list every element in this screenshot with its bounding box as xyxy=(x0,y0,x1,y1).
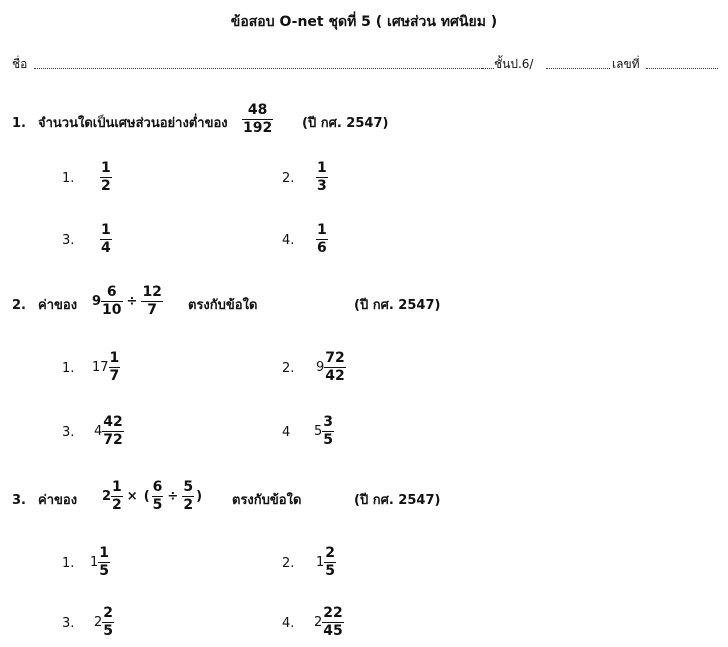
option-whole: 1 xyxy=(316,555,325,570)
expr-denominator: 7 xyxy=(141,301,162,319)
option-numerator: 1 xyxy=(317,222,327,238)
option-value xyxy=(316,545,336,580)
divide-symbol: ÷ xyxy=(167,489,179,504)
option-whole: 1 xyxy=(90,555,99,570)
option-value xyxy=(94,414,124,449)
option-whole: 9 xyxy=(316,360,325,375)
expr-denominator: 10 xyxy=(102,302,122,318)
option-denominator: 5 xyxy=(103,623,114,639)
option-value xyxy=(314,414,334,449)
option-denominator: 5 xyxy=(323,432,334,448)
option-denominator: 2 xyxy=(101,178,111,194)
option-label: 2. xyxy=(282,556,295,571)
option-denominator: 4 xyxy=(101,240,111,256)
option-numerator: 1 xyxy=(101,160,111,176)
class-blank[interactable] xyxy=(546,68,610,69)
option-denominator: 6 xyxy=(317,240,327,256)
option-numerator: 1 xyxy=(317,160,327,176)
option-value xyxy=(314,605,344,640)
option-label: 2. xyxy=(282,361,295,376)
question-expression xyxy=(92,284,163,319)
option-numerator: 72 xyxy=(325,350,345,366)
expr-numerator: 1 xyxy=(112,479,122,495)
question-text: ค่าของ xyxy=(38,493,78,508)
option-label: 1. xyxy=(62,556,75,571)
option-numerator: 1 xyxy=(101,222,111,238)
option-denominator: 5 xyxy=(325,563,336,579)
question-text: ค่าของ xyxy=(38,298,78,313)
option-label: 1. xyxy=(62,361,75,376)
option-value xyxy=(100,160,112,195)
option-whole: 2 xyxy=(314,615,323,630)
option-value xyxy=(316,222,328,257)
expr-denominator: 2 xyxy=(183,497,194,513)
expr-whole: 9 xyxy=(92,294,102,309)
option-label: 3. xyxy=(62,616,75,631)
option-denominator: 3 xyxy=(317,178,327,194)
question-suffix: ตรงกับข้อใด xyxy=(232,493,302,508)
option-label: 1. xyxy=(62,171,75,186)
option-numerator: 1 xyxy=(109,350,120,366)
name-blank-end xyxy=(482,68,494,69)
multiply-symbol: × xyxy=(126,489,138,504)
number-label: เลขที่ xyxy=(612,57,640,71)
expr-denominator: 5 xyxy=(152,497,163,513)
left-paren: ( xyxy=(143,489,150,504)
question-1 xyxy=(12,102,712,156)
question-year: (ปี กศ. 2547) xyxy=(354,493,441,508)
option-whole: 2 xyxy=(94,615,103,630)
option-whole: 5 xyxy=(314,424,323,439)
option-label: 4 xyxy=(282,425,291,440)
number-blank[interactable] xyxy=(646,68,718,69)
option-label: 3. xyxy=(62,425,75,440)
page-title: ข้อสอบ O-net ชุดที่ 5 ( เศษส่วน ทศนิยม ) xyxy=(230,14,498,30)
option-denominator: 45 xyxy=(323,623,343,639)
class-label: ชั้นป.6/ xyxy=(494,57,534,71)
question-fraction xyxy=(242,102,273,137)
option-label: 2. xyxy=(282,171,295,186)
question-year: (ปี กศ. 2547) xyxy=(302,116,389,131)
right-paren: ) xyxy=(196,489,203,504)
option-value xyxy=(316,350,346,385)
question-3 xyxy=(12,479,712,533)
option-denominator: 72 xyxy=(103,432,123,448)
option-label: 3. xyxy=(62,233,75,248)
option-numerator: 2 xyxy=(103,605,114,621)
question-suffix: ตรงกับข้อใด xyxy=(188,298,258,313)
option-numerator: 22 xyxy=(323,605,343,621)
expr-whole: 2 xyxy=(102,489,112,504)
fraction-denominator: 192 xyxy=(243,120,273,136)
option-label: 4. xyxy=(282,616,295,631)
option-value xyxy=(92,350,120,385)
option-value xyxy=(90,545,110,580)
expr-numerator: 5 xyxy=(183,479,194,495)
option-value xyxy=(94,605,114,640)
option-denominator: 5 xyxy=(99,563,110,579)
expr-numerator: 6 xyxy=(152,479,163,495)
option-value xyxy=(316,160,328,195)
question-expression xyxy=(102,479,204,514)
option-denominator: 42 xyxy=(325,368,345,384)
question-number: 1. xyxy=(12,116,26,131)
option-numerator: 3 xyxy=(323,414,334,430)
expr-numerator: 6 xyxy=(106,284,117,300)
expr-denominator: 2 xyxy=(112,497,122,513)
question-2 xyxy=(12,284,712,338)
fraction-numerator: 48 xyxy=(247,102,268,118)
option-value xyxy=(100,222,112,257)
student-info-line xyxy=(12,55,718,75)
question-number: 2. xyxy=(12,298,26,313)
option-numerator: 2 xyxy=(325,545,336,561)
option-numerator: 42 xyxy=(103,414,123,430)
option-whole: 4 xyxy=(94,424,103,439)
question-number: 3. xyxy=(12,493,26,508)
name-blank[interactable] xyxy=(34,68,486,69)
name-label: ชื่อ xyxy=(12,57,28,71)
expr-numerator: 12 xyxy=(142,284,162,300)
option-numerator: 1 xyxy=(99,545,110,561)
question-year: (ปี กศ. 2547) xyxy=(354,298,441,313)
question-text: จำนวนใดเป็นเศษส่วนอย่างต่ำของ xyxy=(38,116,228,131)
option-whole: 17 xyxy=(92,360,109,375)
option-label: 4. xyxy=(282,233,295,248)
option-denominator: 7 xyxy=(109,368,120,384)
divide-symbol: ÷ xyxy=(126,294,138,309)
